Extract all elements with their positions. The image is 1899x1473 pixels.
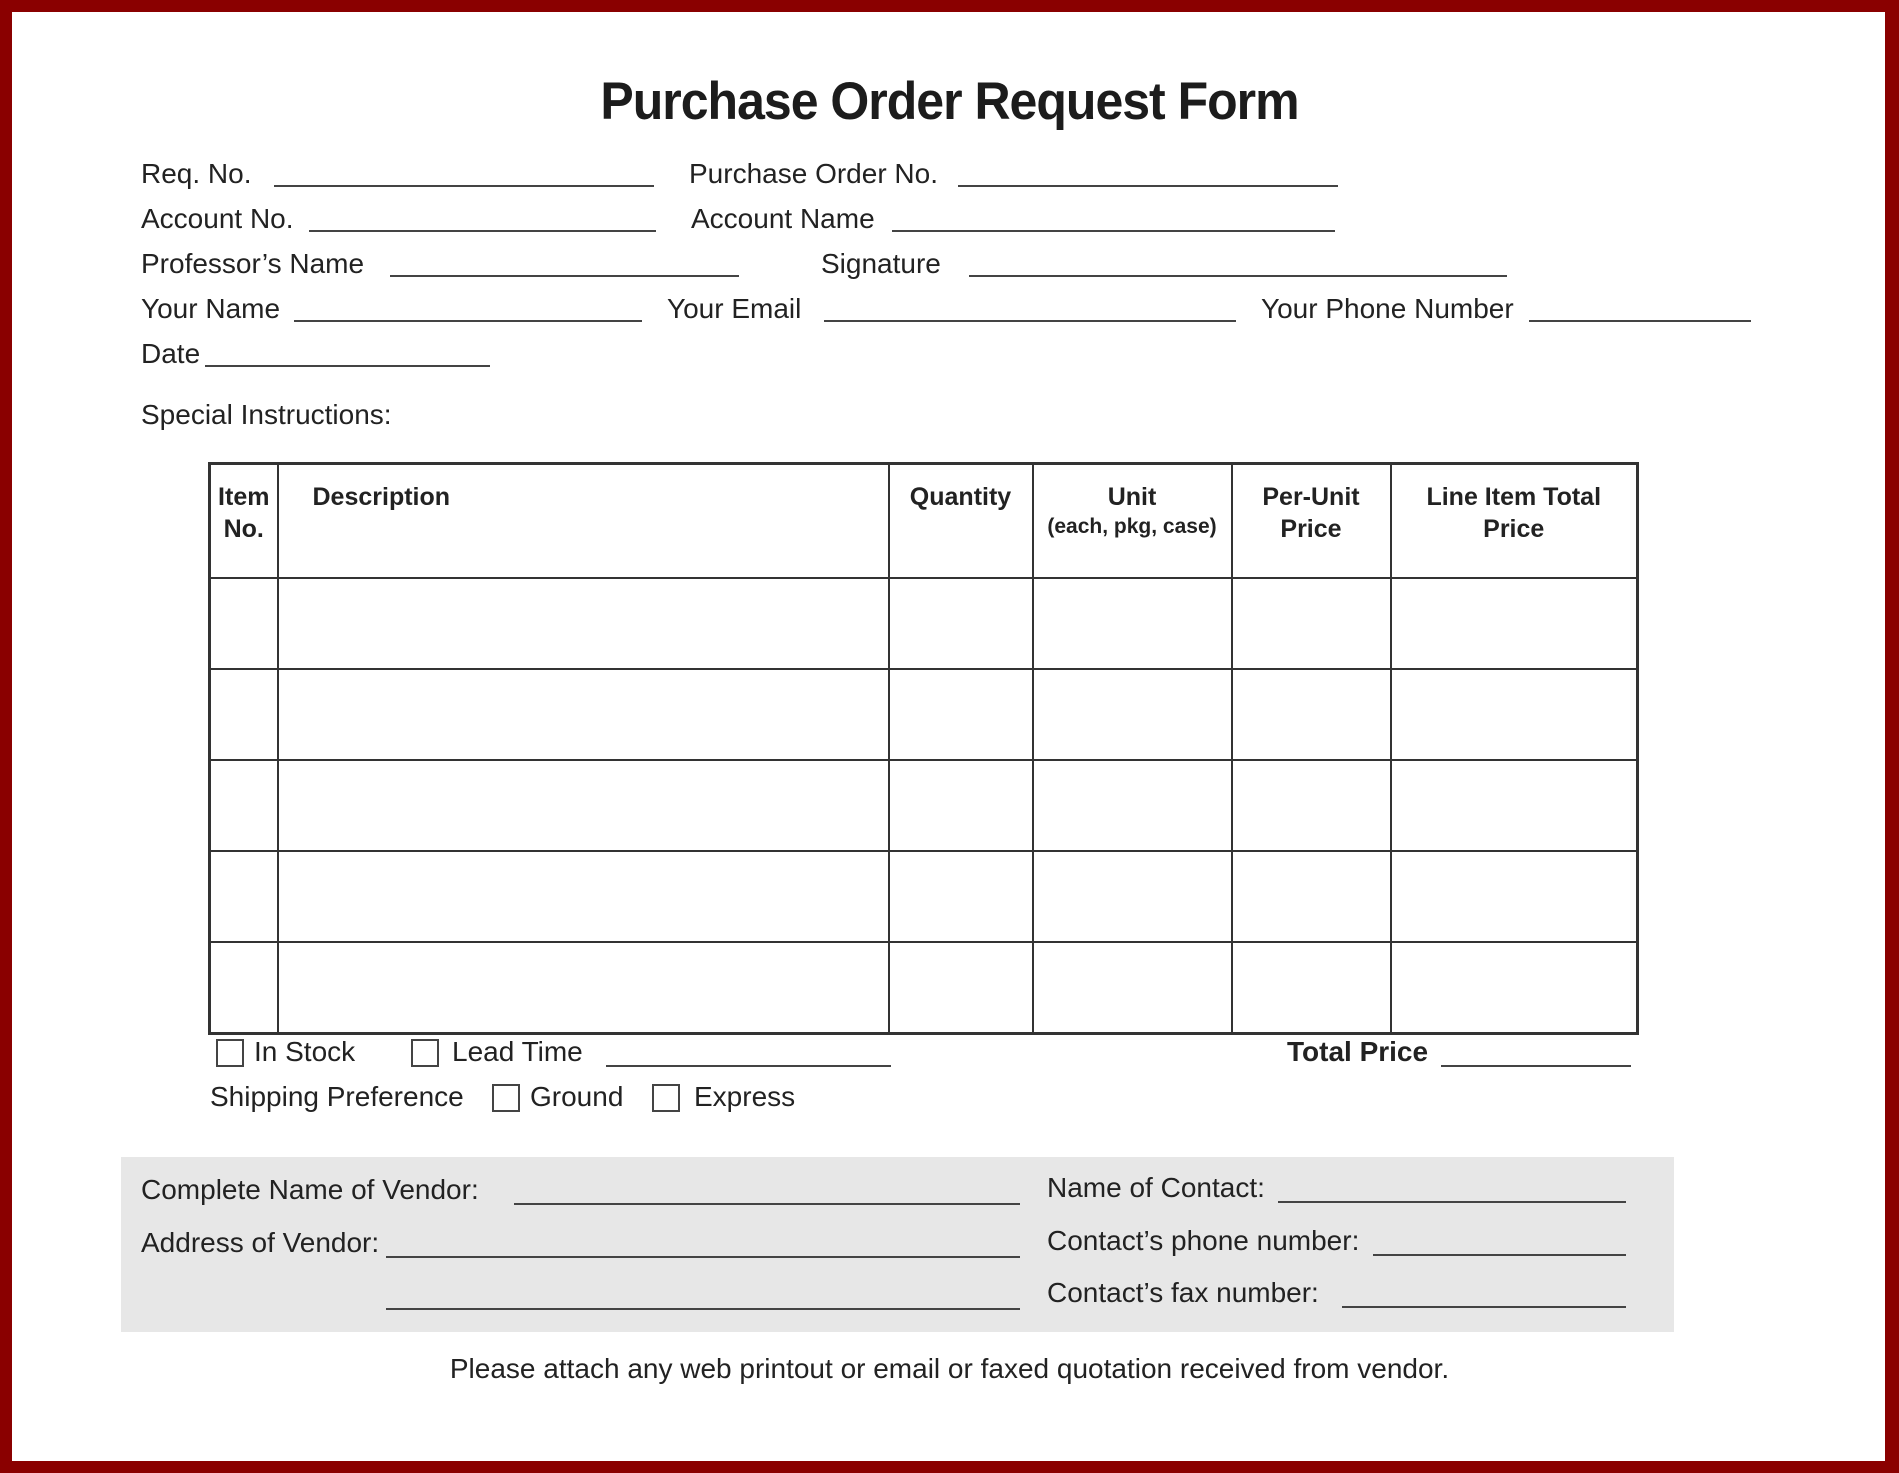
quantity-cell[interactable] bbox=[889, 578, 1033, 669]
date-field[interactable] bbox=[205, 365, 490, 367]
form-title: Purchase Order Request Form bbox=[600, 71, 1299, 131]
table-row bbox=[210, 942, 1638, 1034]
total-price-field[interactable] bbox=[1441, 1065, 1631, 1067]
your-phone-field[interactable] bbox=[1529, 320, 1751, 322]
description-cell[interactable] bbox=[278, 851, 889, 942]
item-no-cell[interactable] bbox=[210, 578, 278, 669]
account-no-field[interactable] bbox=[309, 230, 656, 232]
req-no-label: Req. No. bbox=[141, 158, 252, 189]
table-row bbox=[210, 669, 1638, 760]
item-no-cell[interactable] bbox=[210, 669, 278, 760]
your-email-field[interactable] bbox=[824, 320, 1236, 322]
header-description: Description bbox=[278, 464, 889, 579]
account-name-field[interactable] bbox=[892, 230, 1335, 232]
description-cell[interactable] bbox=[278, 669, 889, 760]
item-no-cell[interactable] bbox=[210, 851, 278, 942]
table-row bbox=[210, 760, 1638, 851]
vendor-address-field-2[interactable] bbox=[386, 1308, 1020, 1310]
items-table bbox=[208, 462, 1639, 1035]
unit-cell[interactable] bbox=[1033, 578, 1232, 669]
quantity-cell[interactable] bbox=[889, 669, 1033, 760]
your-email-label: Your Email bbox=[667, 293, 802, 324]
table-row bbox=[210, 578, 1638, 669]
contact-fax-field[interactable] bbox=[1342, 1306, 1626, 1308]
footer-note: Please attach any web printout or email or faxed quotation received from vendor. bbox=[449, 1353, 1450, 1384]
per-unit-price-cell[interactable] bbox=[1232, 669, 1391, 760]
quantity-cell[interactable] bbox=[889, 760, 1033, 851]
item-no-cell[interactable] bbox=[210, 760, 278, 851]
po-no-label: Purchase Order No. bbox=[689, 158, 938, 189]
line-total-cell[interactable] bbox=[1391, 851, 1638, 942]
vendor-address-field[interactable] bbox=[386, 1256, 1020, 1258]
unit-cell[interactable] bbox=[1033, 942, 1232, 1034]
contact-name-field[interactable] bbox=[1278, 1201, 1626, 1203]
quantity-cell[interactable] bbox=[889, 851, 1033, 942]
vendor-name-label: Complete Name of Vendor: bbox=[141, 1174, 479, 1205]
date-label: Date bbox=[141, 338, 201, 369]
header-per-unit-price: Per-Unit Price bbox=[1232, 464, 1391, 579]
your-name-label: Your Name bbox=[141, 293, 281, 324]
vendor-address-label: Address of Vendor: bbox=[141, 1227, 380, 1258]
unit-cell[interactable] bbox=[1033, 669, 1232, 760]
your-phone-label: Your Phone Number bbox=[1261, 293, 1514, 324]
line-total-cell[interactable] bbox=[1391, 669, 1638, 760]
per-unit-price-cell[interactable] bbox=[1232, 578, 1391, 669]
contact-fax-label: Contact’s fax number: bbox=[1047, 1277, 1319, 1308]
description-cell[interactable] bbox=[278, 578, 889, 669]
line-total-cell[interactable] bbox=[1391, 578, 1638, 669]
quantity-cell[interactable] bbox=[889, 942, 1033, 1034]
lead-time-checkbox[interactable] bbox=[411, 1039, 439, 1067]
account-no-label: Account No. bbox=[141, 203, 294, 234]
express-checkbox[interactable] bbox=[652, 1084, 680, 1112]
description-cell[interactable] bbox=[278, 942, 889, 1034]
special-instructions-label: Special Instructions: bbox=[141, 399, 392, 430]
contact-phone-field[interactable] bbox=[1373, 1254, 1626, 1256]
professor-name-field[interactable] bbox=[390, 275, 739, 277]
contact-phone-label: Contact’s phone number: bbox=[1047, 1225, 1360, 1256]
account-name-label: Account Name bbox=[691, 203, 875, 234]
shipping-preference-label: Shipping Preference bbox=[210, 1081, 464, 1112]
ground-checkbox[interactable] bbox=[492, 1084, 520, 1112]
table-row bbox=[210, 851, 1638, 942]
description-cell[interactable] bbox=[278, 760, 889, 851]
express-label: Express bbox=[694, 1081, 796, 1112]
req-no-field[interactable] bbox=[274, 185, 654, 187]
header-quantity: Quantity bbox=[889, 464, 1033, 579]
signature-field[interactable] bbox=[969, 275, 1507, 277]
lead-time-label: Lead Time bbox=[452, 1036, 583, 1067]
professor-name-label: Professor’s Name bbox=[141, 248, 365, 279]
your-name-field[interactable] bbox=[294, 320, 642, 322]
line-total-cell[interactable] bbox=[1391, 942, 1638, 1034]
table-header-row bbox=[210, 464, 1638, 579]
per-unit-price-cell[interactable] bbox=[1232, 942, 1391, 1034]
header-item-no: Item No. bbox=[210, 464, 278, 579]
in-stock-label: In Stock bbox=[254, 1036, 356, 1067]
line-total-cell[interactable] bbox=[1391, 760, 1638, 851]
signature-label: Signature bbox=[821, 248, 941, 279]
unit-cell[interactable] bbox=[1033, 760, 1232, 851]
per-unit-price-cell[interactable] bbox=[1232, 760, 1391, 851]
lead-time-field[interactable] bbox=[606, 1065, 891, 1067]
in-stock-checkbox[interactable] bbox=[216, 1039, 244, 1067]
header-line-item-total: Line Item Total Price bbox=[1391, 464, 1638, 579]
header-unit: Unit (each, pkg, case) bbox=[1033, 464, 1232, 579]
unit-cell[interactable] bbox=[1033, 851, 1232, 942]
total-price-label: Total Price bbox=[1287, 1036, 1429, 1067]
per-unit-price-cell[interactable] bbox=[1232, 851, 1391, 942]
po-no-field[interactable] bbox=[958, 185, 1338, 187]
item-no-cell[interactable] bbox=[210, 942, 278, 1034]
ground-label: Ground bbox=[530, 1081, 624, 1112]
vendor-name-field[interactable] bbox=[514, 1203, 1020, 1205]
contact-name-label: Name of Contact: bbox=[1047, 1172, 1265, 1203]
